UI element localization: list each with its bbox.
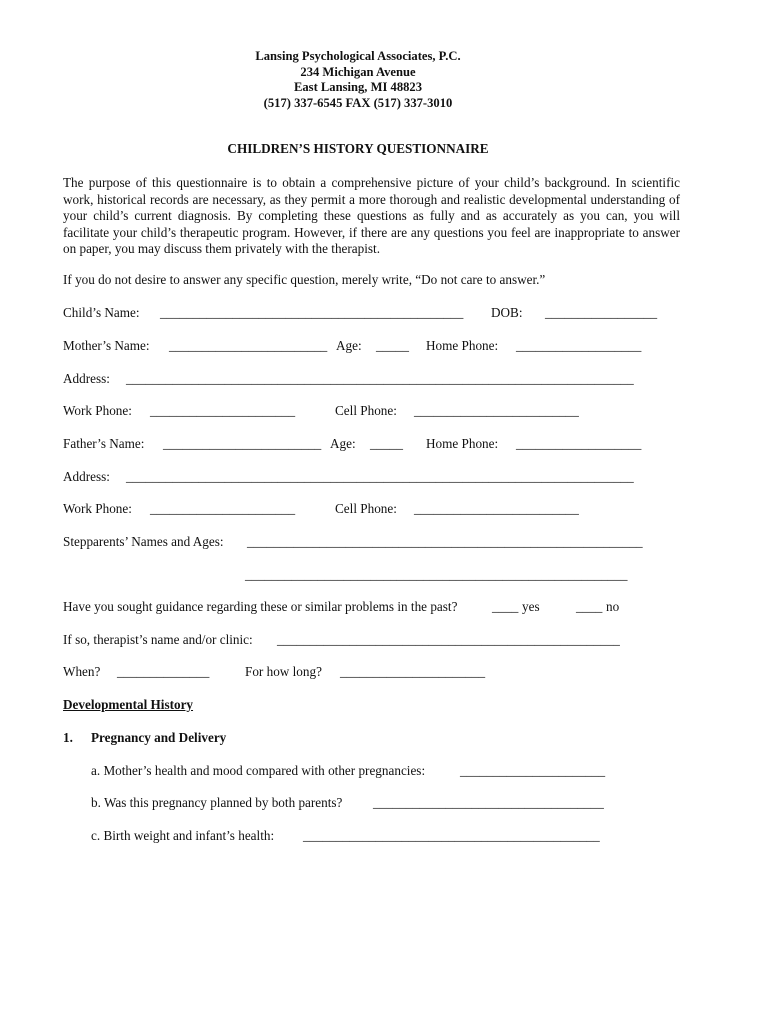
father-address-field[interactable]: _____________________________________________________________________________ — [126, 469, 634, 484]
father-age-field[interactable]: _____ — [370, 436, 403, 451]
father-work-phone-label: Work Phone: — [63, 501, 132, 516]
org-phone: (517) 337-6545 FAX (517) 337-3010 — [263, 96, 453, 110]
guidance-yes-field[interactable]: ____ — [492, 599, 519, 614]
how-long-field[interactable]: ______________________ — [340, 664, 486, 679]
question-b-field[interactable]: ___________________________________ — [373, 795, 604, 810]
stepparents-field-1[interactable]: ____________________________________________________________ — [247, 534, 643, 549]
guidance-question: Have you sought guidance regarding these or similar problems in the past? — [63, 599, 458, 614]
mother-cell-phone-label: Cell Phone: — [335, 403, 397, 418]
how-long-label: For how long? — [245, 664, 322, 679]
mother-home-phone-label: Home Phone: — [426, 338, 499, 353]
fathers-name-label: Father’s Name: — [63, 436, 145, 451]
question-a-label: a. Mother’s health and mood compared with other pregnancies: — [91, 763, 426, 778]
page-title: CHILDREN’S HISTORY QUESTIONNAIRE — [227, 141, 489, 156]
mother-address-label: Address: — [63, 371, 110, 386]
mother-age-field[interactable]: _____ — [376, 338, 409, 353]
guidance-no-label: no — [606, 599, 620, 614]
question-b-label: b. Was this pregnancy planned by both parents? — [91, 795, 343, 810]
developmental-history-heading: Developmental History — [63, 697, 194, 712]
mothers-name-field[interactable]: ________________________ — [169, 338, 328, 353]
mothers-name-label: Mother’s Name: — [63, 338, 150, 353]
mother-address-field[interactable]: _____________________________________________________________________________ — [126, 371, 634, 386]
mother-age-label: Age: — [336, 338, 362, 353]
intro-paragraph: The purpose of this questionnaire is to obtain a comprehensive picture of your child’s background. In scientific work, historical records are necessary, as they permit a more thorough and realistic developmental understanding of your child’s current diagnosis. By completing these questions as fully and as accurately as you can, you will facilitate your child’s therapeutic program. However, if there are any questions you feel are inappropriate to answer on paper, you may discuss them privately with the therapist. — [63, 175, 680, 256]
father-cell-phone-field[interactable]: _________________________ — [414, 501, 579, 516]
stepparents-label: Stepparents’ Names and Ages: — [63, 534, 224, 549]
mother-cell-phone-field[interactable]: _________________________ — [414, 403, 579, 418]
father-home-phone-label: Home Phone: — [426, 436, 499, 451]
org-name: Lansing Psychological Associates, P.C. — [255, 49, 461, 63]
fathers-name-field[interactable]: ________________________ — [163, 436, 322, 451]
mother-work-phone-field[interactable]: ______________________ — [150, 403, 296, 418]
org-street: 234 Michigan Avenue — [300, 65, 416, 79]
father-home-phone-field[interactable]: ___________________ — [516, 436, 642, 451]
therapist-label: If so, therapist’s name and/or clinic: — [63, 632, 253, 647]
org-city: East Lansing, MI 48823 — [293, 80, 423, 94]
question-c-label: c. Birth weight and infant’s health: — [91, 828, 275, 843]
guidance-yes-label: yes — [522, 599, 540, 614]
pregnancy-delivery-heading: Pregnancy and Delivery — [91, 730, 227, 745]
item-number: 1. — [63, 730, 73, 745]
therapist-field[interactable]: ____________________________________________________ — [277, 632, 620, 647]
guidance-no-field[interactable]: ____ — [576, 599, 603, 614]
mother-home-phone-field[interactable]: ___________________ — [516, 338, 642, 353]
father-cell-phone-label: Cell Phone: — [335, 501, 397, 516]
dob-field[interactable]: _________________ — [545, 305, 658, 320]
question-c-field[interactable]: _____________________________________________ — [303, 828, 600, 843]
mother-work-phone-label: Work Phone: — [63, 403, 132, 418]
instruction-note: If you do not desire to answer any specific question, merely write, “Do not care to answer.” — [63, 272, 546, 287]
when-label: When? — [63, 664, 101, 679]
father-work-phone-field[interactable]: ______________________ — [150, 501, 296, 516]
father-address-label: Address: — [63, 469, 110, 484]
dob-label: DOB: — [491, 305, 523, 320]
father-age-label: Age: — [330, 436, 356, 451]
childs-name-field[interactable]: ______________________________________________ — [160, 305, 464, 320]
childs-name-label: Child’s Name: — [63, 305, 140, 320]
question-a-field[interactable]: ______________________ — [460, 763, 606, 778]
when-field[interactable]: ______________ — [117, 664, 210, 679]
stepparents-field-2[interactable]: __________________________________________________________ — [245, 567, 628, 582]
